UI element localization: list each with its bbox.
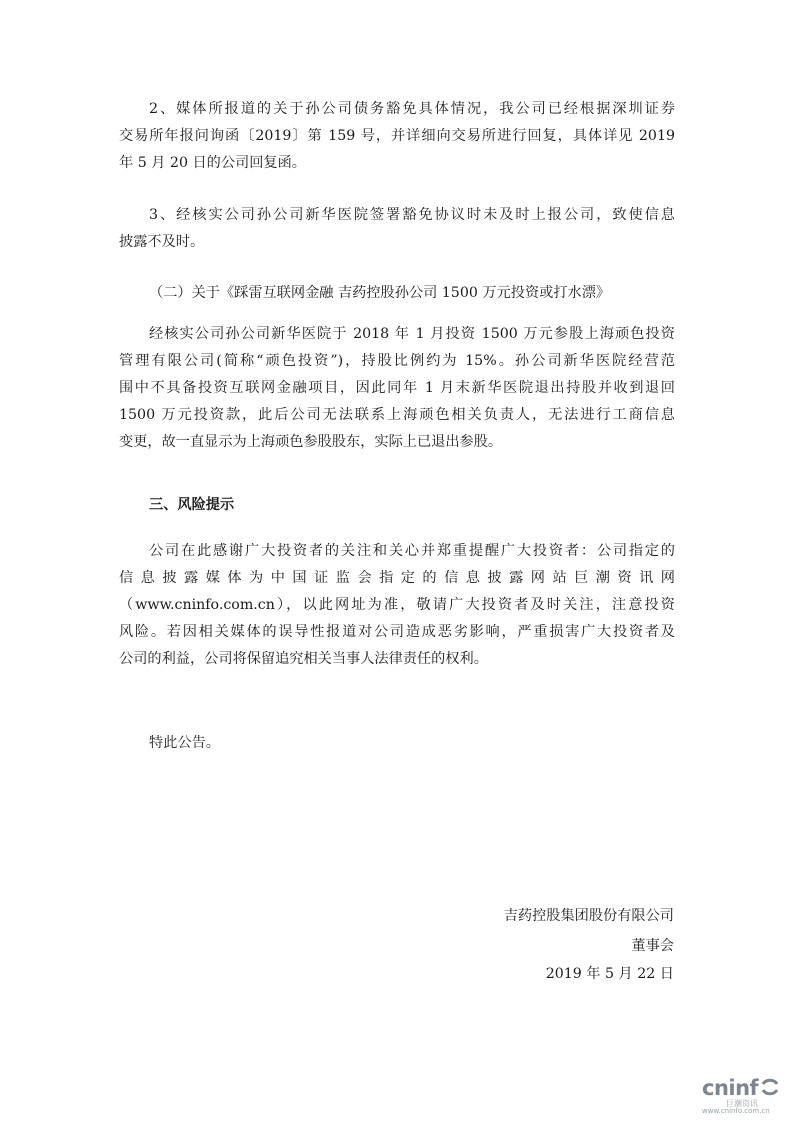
logo-swirl-icon bbox=[760, 1077, 780, 1097]
section-heading-text: 三、风险提示 bbox=[149, 497, 235, 513]
paragraph-line: 披露不及时。 bbox=[119, 234, 205, 250]
paragraph-2 bbox=[119, 96, 675, 177]
paragraph-line: 交易所年报问询函〔2019〕第 159 号，并详细向交易所进行回复，具体详见 2019 bbox=[119, 128, 675, 144]
logo-url: www.cninfo.com.cn bbox=[702, 1107, 770, 1115]
paragraph-line: 公司在此感谢广大投资者的关注和关心并郑重提醒广大投资者：公司指定的 bbox=[149, 543, 675, 559]
logo-subtitle: 巨潮资讯 bbox=[726, 1099, 758, 1108]
paragraph-line: 经核实公司孙公司新华医院于 2018 年 1 月投资 1500 万元参股上海顽色投资 bbox=[149, 326, 675, 342]
paragraph-line: 管理有限公司(简称“顽色投资”)，持股比例约为 15%。孙公司新华医院经营范 bbox=[119, 353, 675, 369]
closing bbox=[119, 730, 675, 757]
cninfo-logo bbox=[702, 1076, 780, 1116]
paragraph-4 bbox=[119, 321, 675, 456]
closing-text: 特此公告。 bbox=[149, 735, 220, 751]
section-3-heading bbox=[119, 492, 675, 519]
logo-wordmark: cninf bbox=[702, 1076, 759, 1100]
subheading-text: （二）关于《踩雷互联网金融 吉药控股孙公司 1500 万元投资或打水漂》 bbox=[149, 285, 611, 301]
signature-date: 2019 年 5 月 22 日 bbox=[545, 966, 674, 982]
paragraph-line: 风险。若因相关媒体的误导性报道对公司造成恶劣影响，严重损害广大投资者及 bbox=[119, 624, 675, 640]
paragraph-line: 年 5 月 20 日的公司回复函。 bbox=[119, 155, 306, 171]
paragraph-3 bbox=[119, 202, 675, 256]
paragraph-line: 2、媒体所报道的关于孙公司债务豁免具体情况，我公司已经根据深圳证券 bbox=[149, 101, 675, 117]
paragraph-5 bbox=[119, 538, 675, 673]
paragraph-line: 信息披露媒体为中国证监会指定的信息披露网站巨潮资讯网 bbox=[119, 570, 675, 586]
signature-board: 董事会 bbox=[631, 938, 674, 954]
paragraph-line: 公司的利益，公司将保留追究相关当事人法律责任的权利。 bbox=[119, 651, 488, 667]
paragraph-line: 1500 万元投资款，此后公司无法联系上海顽色相关负责人，无法进行工商信息 bbox=[119, 407, 675, 423]
paragraph-line: （www.cninfo.com.cn），以此网址为准，敬请广大投资者及时关注，注意投资 bbox=[119, 597, 675, 613]
signature-company: 吉药控股集团股份有限公司 bbox=[503, 908, 674, 924]
subheading-2 bbox=[119, 280, 675, 307]
paragraph-line: 围中不具备投资互联网金融项目，因此同年 1 月末新华医院退出持股并收到退回 bbox=[119, 380, 675, 396]
paragraph-line: 3、经核实公司孙公司新华医院签署豁免协议时未及时上报公司，致使信息 bbox=[149, 207, 675, 223]
paragraph-line: 变更，故一直显示为上海顽色参股股东，实际上已退出参股。 bbox=[119, 434, 503, 450]
